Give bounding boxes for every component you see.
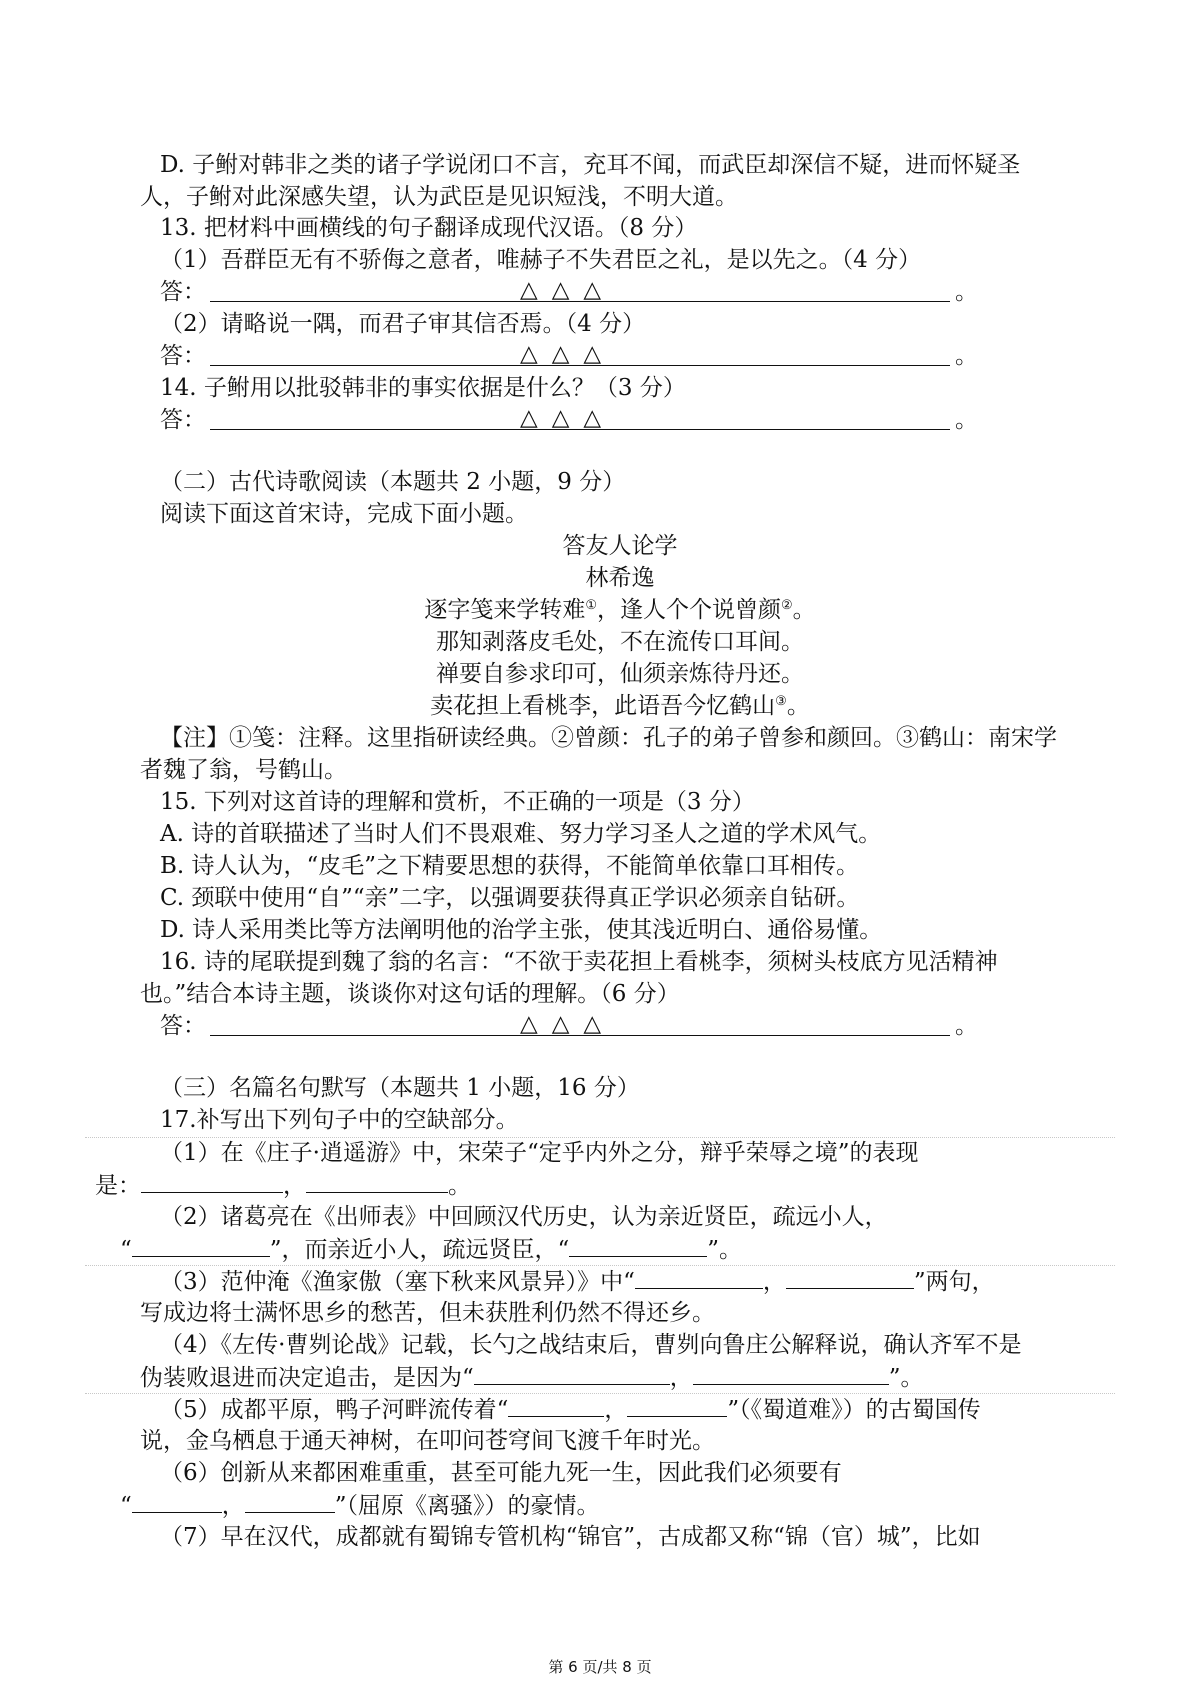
page-number: 第 6 页/共 8 页 bbox=[548, 1658, 652, 1676]
q13-stem: 13. 把材料中画横线的句子翻译成现代汉语。（8 分） bbox=[160, 215, 698, 241]
q15-option-c: C. 颈联中使用“自”“亲”二字，以强调要获得真正学识必须亲自钻研。 bbox=[160, 885, 860, 911]
answer-marks: △△△ bbox=[520, 277, 616, 303]
q12-option-d-line1: D. 子鲋对韩非之类的诸子学说闭口不言，充耳不闻，而武臣却深信不疑，进而怀疑圣 bbox=[160, 152, 1021, 178]
fill-blank[interactable] bbox=[627, 1394, 727, 1417]
fill-blank[interactable] bbox=[635, 1266, 763, 1289]
poem-title: 答友人论学 bbox=[562, 533, 678, 559]
q13-part1: （1）吾群臣无有不骄侮之意者，唯赫子不失君臣之礼，是以先之。（4 分） bbox=[160, 247, 922, 273]
poem-author: 林希逸 bbox=[585, 565, 655, 591]
q14-stem: 14. 子鲋用以批驳韩非的事实依据是什么？（3 分） bbox=[160, 375, 686, 401]
answer-marks: △△△ bbox=[520, 405, 616, 431]
q12-option-d-line2: 人，子鲋对此深感失望，认为武臣是见识短浅，不明大道。 bbox=[140, 184, 738, 210]
q13-part2: （2）请略说一隅，而君子审其信否焉。（4 分） bbox=[160, 311, 646, 337]
q15-stem: 15. 下列对这首诗的理解和赏析，不正确的一项是（3 分） bbox=[160, 789, 755, 815]
q15-option-a: A. 诗的首联描述了当时人们不畏艰难、努力学习圣人之道的学术风气。 bbox=[160, 821, 882, 847]
answer-marks: △△△ bbox=[520, 1011, 616, 1037]
note-mark: ② bbox=[781, 598, 793, 613]
answer-end: 。 bbox=[955, 279, 978, 305]
answer-end: 。 bbox=[955, 407, 978, 433]
q17-p4-line2: 伪装败退进而决定追击，是因为“ ， ”。 bbox=[140, 1362, 924, 1392]
poem-line-4: 卖花担上看桃李，此语吾今忆鹤山③。 bbox=[430, 693, 810, 719]
q17-stem: 17.补写出下列句子中的空缺部分。 bbox=[160, 1107, 519, 1133]
answer-end: 。 bbox=[955, 1013, 978, 1039]
fill-blank[interactable] bbox=[132, 1490, 222, 1513]
answer-label: 答： bbox=[160, 1013, 206, 1039]
section2-heading: （二）古代诗歌阅读（本题共 2 小题，9 分） bbox=[160, 469, 626, 495]
q17-p4-line1: （4）《左传·曹刿论战》记载，长勺之战结束后，曹刿向鲁庄公解释说，确认齐军不是 bbox=[160, 1332, 1022, 1358]
q17-p3-line1: （3）范仲淹《渔家傲（塞下秋来风景异）》中“ ， ”两句， bbox=[160, 1266, 995, 1296]
answer-label: 答： bbox=[160, 279, 206, 305]
q15-option-b: B. 诗人认为，“皮毛”之下精要思想的获得，不能简单依靠口耳相传。 bbox=[160, 853, 860, 879]
fill-blank[interactable] bbox=[786, 1266, 914, 1289]
fill-blank[interactable] bbox=[693, 1362, 889, 1385]
q17-p2-line2: “ ”，而亲近小人，疏远贤臣，“ ”。 bbox=[120, 1234, 742, 1264]
q17-p5-line1: （5）成都平原，鸭子河畔流传着“ ， ”（《蜀道难》）的古蜀国传 bbox=[160, 1394, 981, 1424]
answer-label: 答： bbox=[160, 407, 206, 433]
fill-blank[interactable] bbox=[474, 1362, 670, 1385]
fill-blank[interactable] bbox=[508, 1394, 604, 1417]
answer-label: 答： bbox=[160, 343, 206, 369]
q17-p1-line2: 是： ， 。 bbox=[95, 1170, 471, 1200]
fill-blank[interactable] bbox=[306, 1170, 448, 1193]
fill-blank[interactable] bbox=[245, 1490, 335, 1513]
note-mark: ① bbox=[585, 598, 597, 613]
q17-p7-line1: （7）早在汉代，成都就有蜀锦专管机构“锦官”，古成都又称“锦（官）城”，比如 bbox=[160, 1524, 981, 1550]
q17-p6-line2: “ ， ”（屈原《离骚》）的豪情。 bbox=[120, 1490, 600, 1520]
q17-p6-line1: （6）创新从来都困难重重，甚至可能九死一生，因此我们必须要有 bbox=[160, 1460, 842, 1486]
fill-blank[interactable] bbox=[141, 1170, 283, 1193]
poem-line-2: 那知剥落皮毛处，不在流传口耳间。 bbox=[436, 629, 804, 655]
poem-line-3: 禅要自参求印可，仙须亲炼待丹还。 bbox=[436, 661, 804, 687]
fill-blank[interactable] bbox=[132, 1234, 270, 1257]
answer-marks: △△△ bbox=[520, 341, 616, 367]
section2-instruction: 阅读下面这首宋诗，完成下面小题。 bbox=[160, 501, 528, 527]
fill-blank[interactable] bbox=[569, 1234, 707, 1257]
note-line-2: 者魏了翁，号鹤山。 bbox=[140, 757, 347, 783]
answer-end: 。 bbox=[955, 343, 978, 369]
poem-line-1: 逐字笺来学转难①，逢人个个说曾颜②。 bbox=[424, 597, 816, 623]
q16-line1: 16. 诗的尾联提到魏了翁的名言：“不欲于卖花担上看桃李，须树头枝底方见活精神 bbox=[160, 949, 998, 975]
q16-line2: 也。”结合本诗主题，谈谈你对这句话的理解。（6 分） bbox=[140, 981, 680, 1007]
note-line-1: 【注】①笺：注释。这里指研读经典。②曾颜：孔子的弟子曾参和颜回。③鹤山：南宋学 bbox=[160, 725, 1057, 751]
note-mark: ③ bbox=[775, 694, 787, 709]
q17-p2-line1: （2）诸葛亮在《出师表》中回顾汉代历史，认为亲近贤臣，疏远小人， bbox=[160, 1204, 888, 1230]
q17-p5-line2: 说，金乌栖息于通天神树，在叩问苍穹间飞渡千年时光。 bbox=[140, 1428, 715, 1454]
q17-p1-line1: （1）在《庄子·逍遥游》中，宋荣子“定乎内外之分，辩乎荣辱之境”的表现 bbox=[160, 1140, 919, 1166]
q15-option-d: D. 诗人采用类比等方法阐明他的治学主张，使其浅近明白、通俗易懂。 bbox=[160, 917, 883, 943]
section3-heading: （三）名篇名句默写（本题共 1 小题，16 分） bbox=[160, 1075, 640, 1101]
q17-p3-line2: 写成边将士满怀思乡的愁苦，但未获胜利仍然不得还乡。 bbox=[140, 1300, 715, 1326]
